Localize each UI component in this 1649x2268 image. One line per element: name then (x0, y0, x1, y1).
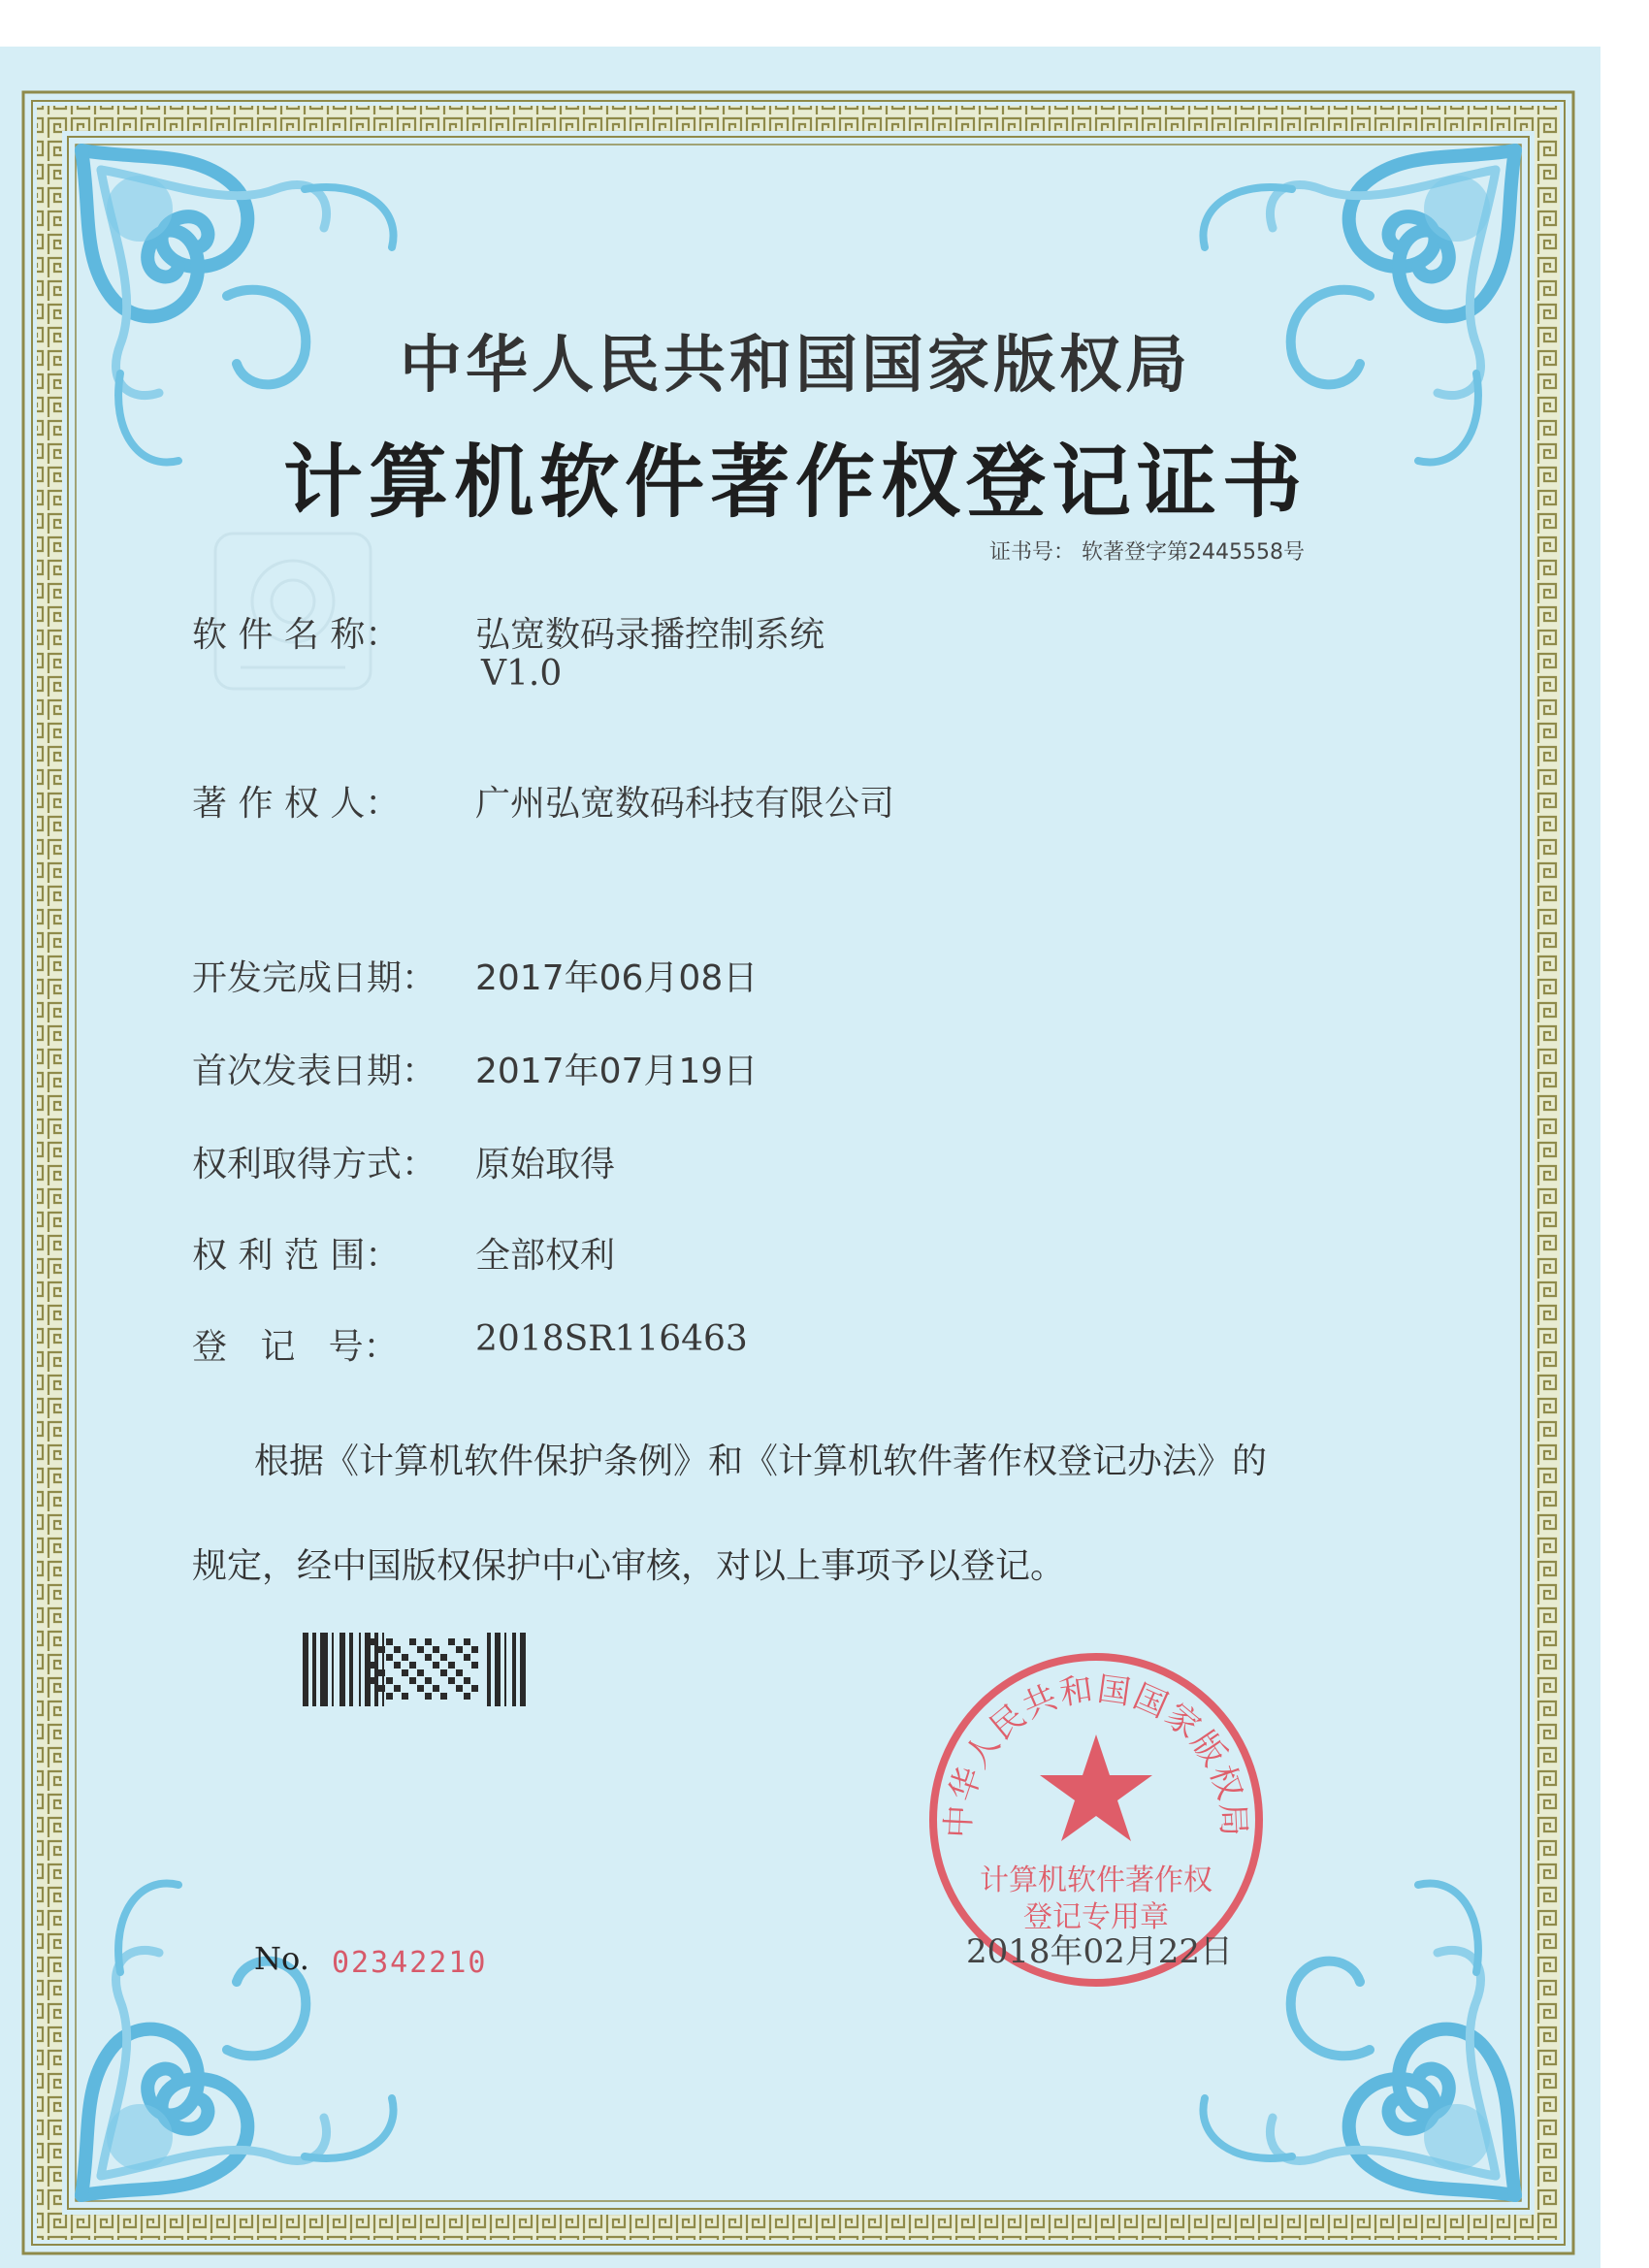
acquisition-method-label: 权利取得方式： (192, 1145, 437, 1184)
seal-inner-line-1: 计算机软件著作权 (980, 1863, 1212, 1897)
certificate-number-label: 证书号： (989, 540, 1076, 565)
corner-ornament-top-left (81, 150, 394, 463)
authority-title: 中华人民共和国国家版权局 (400, 329, 1191, 402)
statement-line-1: 根据《计算机软件保护条例》和《计算机软件著作权登记办法》的 (254, 1442, 1268, 1481)
copyright-owner-value: 广州弘宽数码科技有限公司 (475, 784, 895, 824)
corner-ornament-top-right (1203, 150, 1515, 463)
barcode-icon (303, 1633, 532, 1706)
corner-ornament-bottom-left (81, 1883, 394, 2195)
rights-scope-value: 全部权利 (475, 1236, 616, 1276)
copyright-owner-label: 著 作 权 人： (192, 784, 401, 824)
serial-label: No. (254, 1940, 309, 1977)
first-publication-date-label: 首次发表日期： (192, 1052, 437, 1091)
software-version: V1.0 (481, 654, 563, 694)
first-publication-date-value: 2017年07月19日 (475, 1052, 759, 1091)
issue-date: 2018年02月22日 (966, 1932, 1234, 1971)
certificate-number-line (989, 535, 1305, 566)
completion-date-label: 开发完成日期： (192, 958, 437, 998)
registration-number-value: 2018SR116463 (475, 1319, 748, 1359)
rights-scope-label: 权 利 范 围： (192, 1236, 401, 1276)
statement-line-2: 规定，经中国版权保护中心审核，对以上事项予以登记。 (192, 1546, 1066, 1586)
registration-number-label: 登 记 号： (192, 1327, 399, 1367)
serial-number: 02342210 (332, 1946, 488, 1980)
seal-outer-text: 中华人民共和国国家版权局 (939, 1669, 1253, 1839)
certificate-title: 计算机软件著作权登记证书 (282, 436, 1308, 529)
completion-date-value: 2017年06月08日 (475, 958, 759, 998)
software-name-label: 软 件 名 称： (192, 615, 401, 655)
acquisition-method-value: 原始取得 (475, 1145, 616, 1184)
certificate-number: 软著登字第2445558号 (1082, 540, 1305, 565)
seal-inner-line-2: 登记专用章 (1023, 1900, 1169, 1934)
seal-star-icon (1040, 1734, 1152, 1841)
software-name-value: 弘宽数码录播控制系统 (475, 615, 825, 655)
